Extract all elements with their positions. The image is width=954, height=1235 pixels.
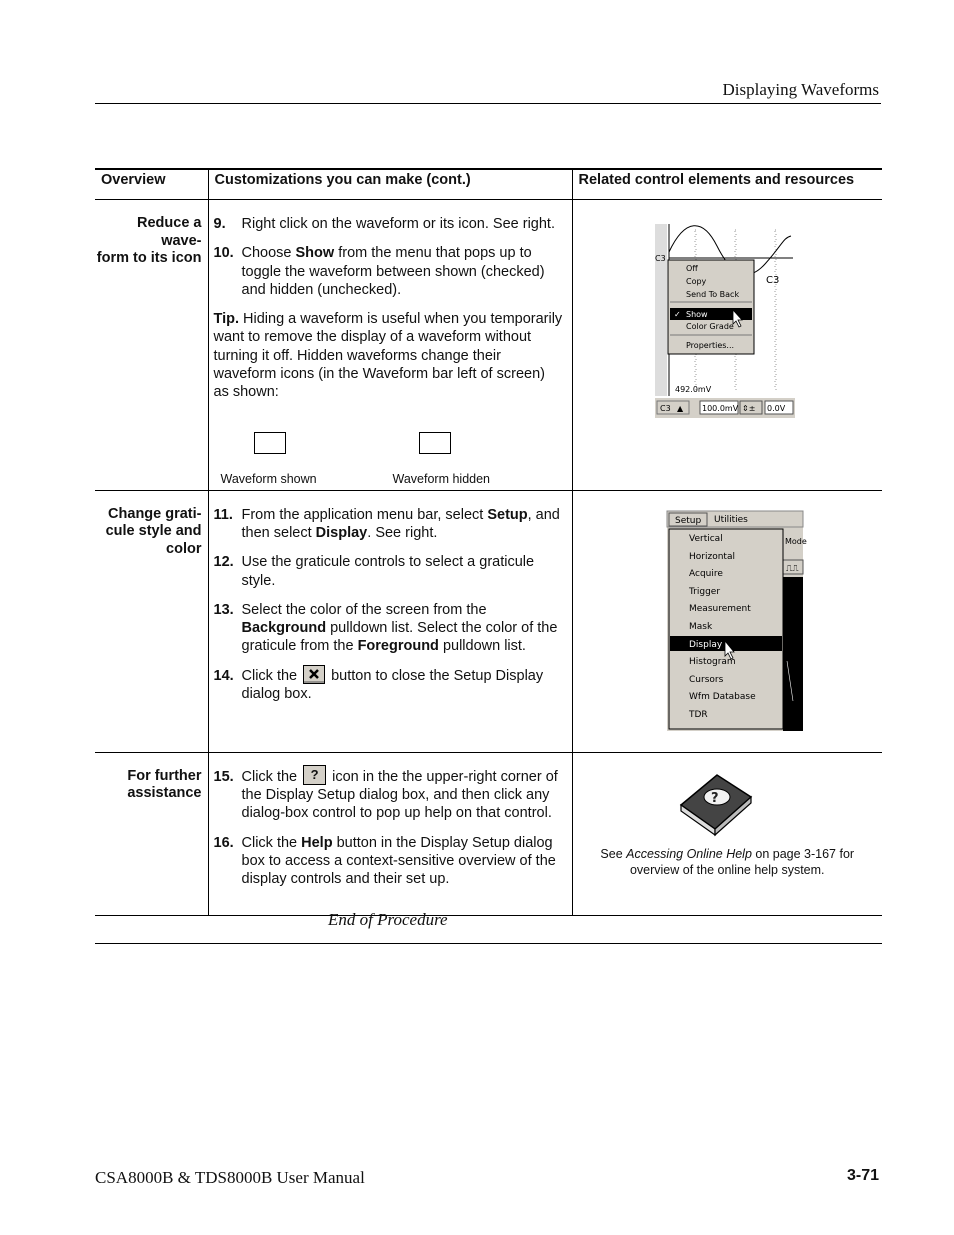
step-text: Click the button to close the Setup Display dialog box.	[242, 667, 564, 704]
menu-item-off[interactable]: Off	[685, 264, 698, 273]
overview-cell	[95, 200, 208, 491]
help-caption-line2: overview of the online help system.	[629, 862, 825, 877]
resource-cell	[572, 752, 882, 915]
menu-item-display[interactable]: Display	[688, 639, 722, 650]
help-caption	[573, 846, 883, 878]
end-of-procedure-text: End of Procedure	[328, 910, 448, 929]
step-9	[214, 215, 564, 233]
overview-line: Reduce a wave-	[137, 215, 202, 249]
step-14	[214, 667, 564, 704]
step-16	[214, 834, 564, 889]
step-text: Right click on the waveform or its icon. See right.	[241, 216, 555, 232]
menu-item-horizontal[interactable]: Horizontal	[688, 551, 735, 562]
table-header-row	[95, 169, 882, 200]
waveform-hidden-icon	[419, 432, 451, 454]
overview-cell	[95, 490, 208, 752]
menu-item-measurement[interactable]: Measurement	[688, 603, 751, 614]
procedure-table	[95, 168, 882, 916]
page-number: 3-71	[846, 1167, 879, 1184]
step-15	[214, 768, 564, 823]
arrow-up-icon[interactable]: ▲	[676, 404, 683, 413]
mode-label: Mode	[784, 536, 807, 546]
help-link[interactable]: Accessing Online Help	[626, 846, 752, 861]
step-number: 9.	[213, 216, 226, 232]
tip-label: Tip.	[213, 311, 240, 328]
offset-value-field[interactable]: 0.0V	[766, 404, 785, 413]
help-book-icon	[677, 771, 753, 831]
end-of-procedure-row	[95, 908, 882, 944]
help-caption-line1: See Accessing Online Help on page 3-167 for	[600, 846, 855, 861]
customization-cell	[208, 200, 572, 491]
menu-tab-utilities[interactable]: Utilities	[713, 514, 748, 525]
customization-cell	[208, 752, 572, 915]
step-number: 16.	[213, 834, 234, 851]
step-number: 13.	[213, 601, 234, 618]
menu-item-wfm-database[interactable]: Wfm Database	[688, 691, 756, 702]
waveform-context-menu-screenshot	[655, 224, 795, 418]
trace-label: C3	[765, 275, 779, 286]
tip-text: Hiding a waveform is useful when you temporarily want to remove the display of a waveform without turning it off. Hidden waveforms change their waveform icons (in the Waveform bar left of screen) as shown:	[213, 311, 563, 401]
resource-cell	[572, 200, 882, 491]
step-12	[214, 553, 564, 590]
step-10	[214, 244, 564, 299]
step-number: 10.	[213, 245, 234, 262]
step-number: 14.	[213, 667, 234, 684]
menu-item-send-to-back[interactable]: Send To Back	[685, 290, 739, 299]
table-row-reduce-to-icon	[95, 200, 882, 491]
show-keyword: Show	[295, 245, 335, 262]
menu-item-copy[interactable]: Copy	[685, 277, 706, 286]
menu-item-histogram[interactable]: Histogram	[688, 656, 736, 667]
footer-manual-title: CSA8000B & TDS8000B User Manual	[95, 1168, 365, 1187]
help-question-icon: ?	[303, 765, 326, 785]
menu-item-properties[interactable]: Properties...	[685, 341, 734, 350]
step-text: Choose Show from the menu that pops up to toggle the waveform between shown (checked) and hidden (unchecked).	[241, 245, 545, 298]
check-icon: ✓	[673, 310, 681, 319]
running-header: Displaying Waveforms	[722, 80, 879, 99]
bar-channel-label[interactable]: C3	[659, 404, 671, 413]
overview-line: Change grati-	[108, 505, 202, 522]
help-keyword: Help	[301, 834, 333, 851]
menu-item-mask[interactable]: Mask	[688, 621, 712, 632]
waveform-shown-caption: Waveform shown	[220, 471, 317, 486]
column-header-related: Related control elements and resources	[572, 169, 882, 200]
pulse-icon[interactable]: ⎍⎍	[785, 563, 799, 574]
table-row-further-assistance	[95, 752, 882, 915]
overview-line: form to its icon	[96, 250, 202, 266]
overview-line: color	[166, 540, 202, 557]
step-number: 15.	[213, 768, 234, 785]
step-number: 11.	[213, 506, 233, 523]
menu-item-color-grade[interactable]: Color Grade	[685, 322, 734, 331]
step-text: Select the color of the screen from the Background pulldown list. Select the color of the graticule from the Foreground pulldown list.	[241, 601, 558, 655]
svg-text:?: ?	[710, 790, 719, 806]
tip-paragraph	[214, 310, 564, 401]
column-header-overview: Overview	[95, 169, 208, 200]
menu-item-trigger[interactable]: Trigger	[688, 586, 720, 597]
overview-line: assistance	[127, 785, 202, 802]
step-text: From the application menu bar, select Setup, and then select Display. See right.	[241, 506, 560, 541]
step-11	[214, 506, 564, 543]
customization-cell	[208, 490, 572, 752]
setup-menu-screenshot	[667, 511, 807, 731]
menu-tab-setup[interactable]: Setup	[674, 515, 701, 526]
menu-item-tdr[interactable]: TDR	[688, 709, 708, 720]
menu-item-acquire[interactable]: Acquire	[688, 568, 723, 579]
close-button-icon	[303, 665, 325, 684]
channel-marker-label: C3	[654, 254, 666, 263]
step-number: 12.	[213, 554, 234, 571]
step-text: Click the Help button in the Display Setup dialog box to access a context-sensitive overview of the display controls and their set up.	[241, 834, 556, 888]
waveform-hidden-caption: Waveform hidden	[392, 471, 490, 486]
offset-readout: 492.0mV	[674, 385, 711, 394]
column-header-customizations: Customizations you can make (cont.)	[208, 169, 572, 200]
step-text: Use the graticule controls to select a graticule style.	[241, 554, 535, 589]
waveform-shown-icon	[254, 432, 286, 454]
overview-line: cule style and	[105, 523, 202, 540]
table-row-graticule-style	[95, 490, 882, 752]
menu-item-vertical[interactable]: Vertical	[688, 533, 723, 544]
header-rule	[95, 103, 881, 104]
overview-line: For further	[127, 767, 202, 784]
waveform-icons-example	[214, 410, 564, 490]
menu-item-cursors[interactable]: Cursors	[688, 674, 723, 685]
step-13	[214, 601, 564, 656]
step-text: Click the ? icon in the the upper-right corner of the Display Setup dialog box, and then click any dialog-box control to pop up help on that control.	[241, 767, 558, 822]
spin-icon[interactable]: ⇕±	[741, 404, 755, 413]
scale-value-field[interactable]: 100.0mV	[701, 404, 738, 413]
resource-cell	[572, 490, 882, 752]
overview-cell	[95, 752, 208, 915]
menu-item-show[interactable]: Show	[685, 310, 708, 319]
